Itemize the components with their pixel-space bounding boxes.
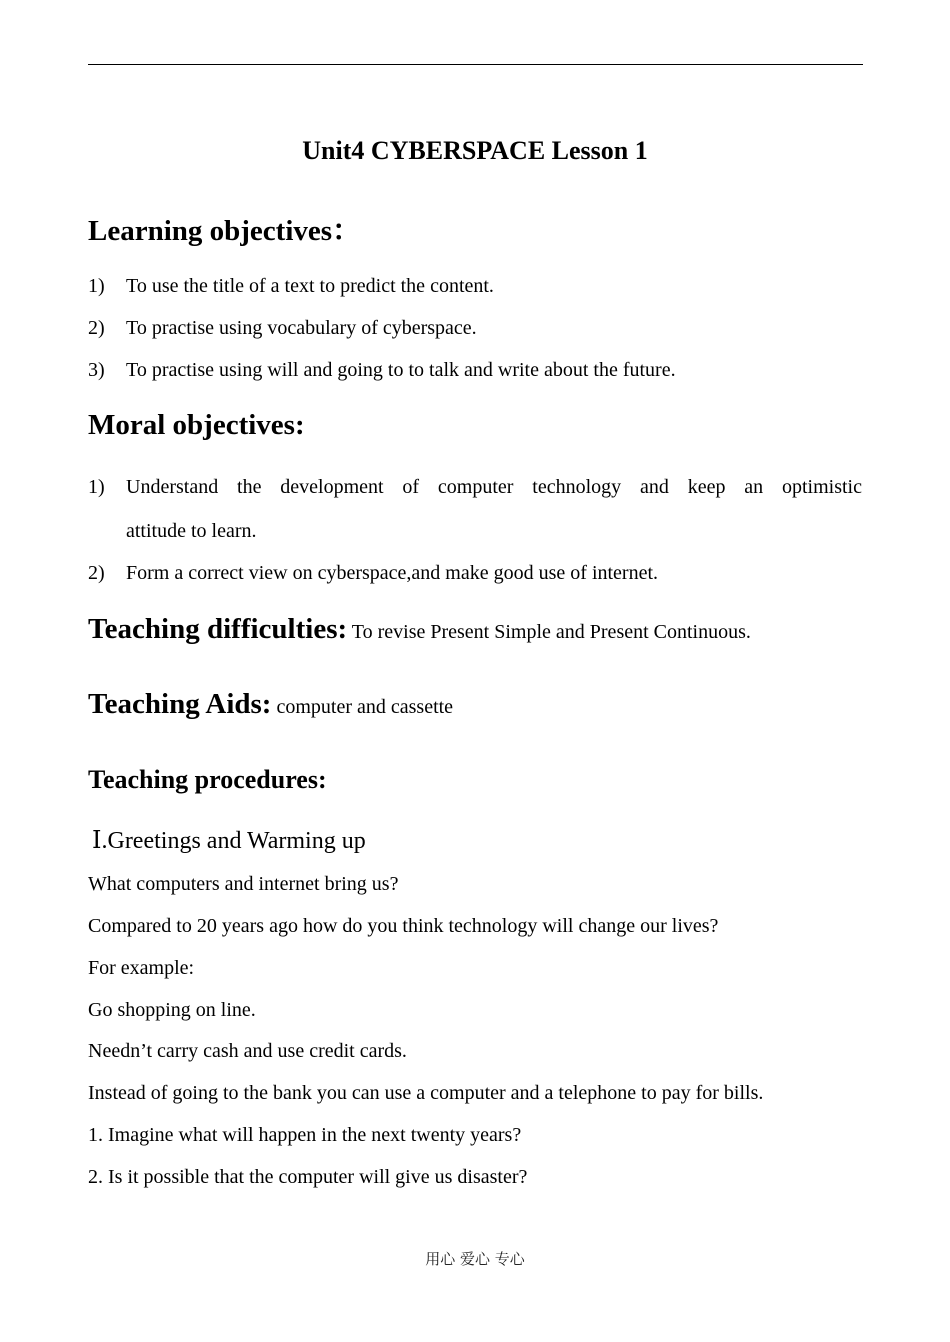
teaching-aids-heading: Teaching Aids: [88,688,272,720]
list-number: 3) [88,359,105,381]
paragraph-line: For example: [88,957,195,979]
paragraph-line: Go shopping on line. [88,999,256,1021]
teaching-aids-text: computer and cassette [271,696,454,718]
section-heading-greetings: Ⅰ.Greetings and Warming up [92,828,366,854]
teaching-difficulties-text: To revise Present Simple and Present Continuous. [347,621,751,643]
learning-objectives-heading: Learning objectives： [88,215,362,247]
list-text: To use the title of a text to predict the content. [126,275,494,297]
list-number: 2) [88,317,105,339]
paragraph-line: 2. Is it possible that the computer will give us disaster? [88,1166,528,1188]
moral-item-1-line1: Understand the development of computer technology and keep an optimistic [126,476,862,498]
teaching-aids [88,688,453,721]
teaching-difficulties-heading: Teaching difficulties: [88,613,348,645]
teaching-procedures-heading: Teaching procedures: [88,765,327,794]
document-title: Unit4 CYBERSPACE Lesson 1 [302,136,648,165]
list-number: 2) [88,562,105,584]
list-number: 1) [88,275,105,297]
paragraph-line: Compared to 20 years ago how do you think technology will change our lives? [88,915,719,937]
paragraph-line: Needn’t carry cash and use credit cards. [88,1040,407,1062]
paragraph-line: 1. Imagine what will happen in the next twenty years? [88,1124,522,1146]
teaching-difficulties [88,613,751,646]
moral-objectives-heading: Moral objectives: [88,409,305,441]
paragraph-line: Instead of going to the bank you can use a computer and a telephone to pay for bills. [88,1082,764,1104]
moral-item-1-line2: attitude to learn. [126,520,257,542]
page-footer: 用心 爱心 专心 [425,1250,525,1268]
list-number: 1) [88,476,105,498]
list-text: To practise using vocabulary of cyberspace. [126,317,477,339]
paragraph-line: What computers and internet bring us? [88,873,399,895]
header-rule [88,64,863,65]
list-text: Form a correct view on cyberspace,and make good use of internet. [126,562,659,584]
list-text: To practise using will and going to to talk and write about the future. [126,359,676,381]
